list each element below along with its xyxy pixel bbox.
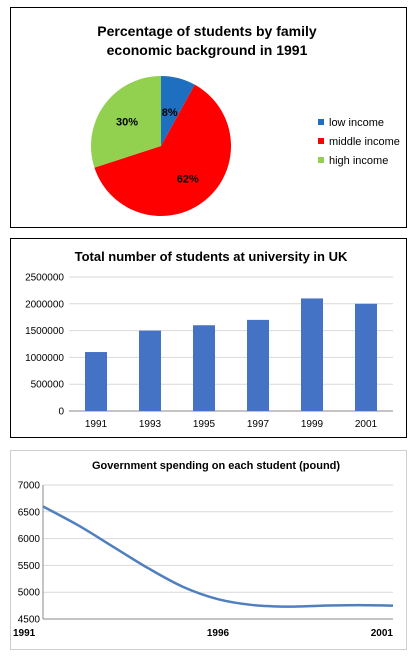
line-x-tick-label: 1996	[206, 628, 230, 639]
bar-y-tick-label: 2500000	[25, 272, 64, 284]
pie-chart-panel	[10, 7, 407, 228]
line-chart-panel	[10, 450, 407, 650]
bar-2001	[355, 304, 377, 411]
bar-y-tick-label: 1000000	[25, 352, 64, 364]
line-chart	[11, 451, 406, 649]
bar-1995	[193, 325, 215, 411]
line-y-tick-label: 5500	[17, 560, 40, 572]
bar-x-tick-label: 1995	[192, 419, 216, 430]
legend-label-middle-income: middle income	[329, 136, 400, 148]
bar-chart-title: Total number of students at university in UK	[74, 249, 348, 264]
bar-x-tick-label: 1997	[246, 419, 270, 430]
bar-1993	[139, 331, 161, 411]
line-y-tick-label: 6000	[17, 534, 40, 546]
bar-x-tick-label: 1999	[300, 419, 324, 430]
bar-y-tick-label: 2000000	[25, 299, 64, 311]
line-y-tick-label: 6500	[17, 507, 40, 519]
bar-1999	[301, 298, 323, 411]
pie-title-line-2: economic background in 1991	[106, 42, 308, 58]
legend-label-low-income: low income	[329, 117, 385, 129]
legend-swatch-high-income	[318, 157, 324, 163]
bar-x-tick-label: 1991	[84, 419, 108, 430]
pie-chart	[11, 8, 406, 227]
bar-1997	[247, 320, 269, 411]
pie-title-line-1: Percentage of students by family	[97, 23, 317, 39]
legend-swatch-middle-income	[318, 138, 324, 144]
legend-swatch-low-income	[318, 119, 324, 125]
bar-y-tick-label: 1500000	[25, 326, 64, 338]
pie-label-low-income: 8%	[161, 107, 178, 120]
pie-label-middle-income: 62%	[176, 173, 199, 186]
bar-chart-panel	[10, 238, 407, 438]
line-x-tick-label: 2001	[370, 628, 393, 639]
spending-line	[43, 506, 393, 606]
bar-chart	[11, 239, 406, 437]
line-y-tick-label: 7000	[17, 480, 40, 492]
bar-y-tick-label: 500000	[30, 379, 64, 391]
line-x-tick-label: 1991	[13, 628, 36, 639]
line-y-tick-label: 4500	[17, 614, 40, 626]
line-y-tick-label: 5000	[17, 587, 40, 599]
bar-x-tick-label: 2001	[354, 419, 378, 430]
legend-label-high-income: high income	[329, 155, 389, 167]
bar-x-tick-label: 1993	[138, 419, 162, 430]
bar-1991	[85, 352, 107, 411]
bar-y-tick-label: 0	[58, 406, 64, 418]
line-chart-title: Government spending on each student (pound)	[91, 460, 341, 472]
pie-label-high-income: 30%	[116, 116, 139, 129]
